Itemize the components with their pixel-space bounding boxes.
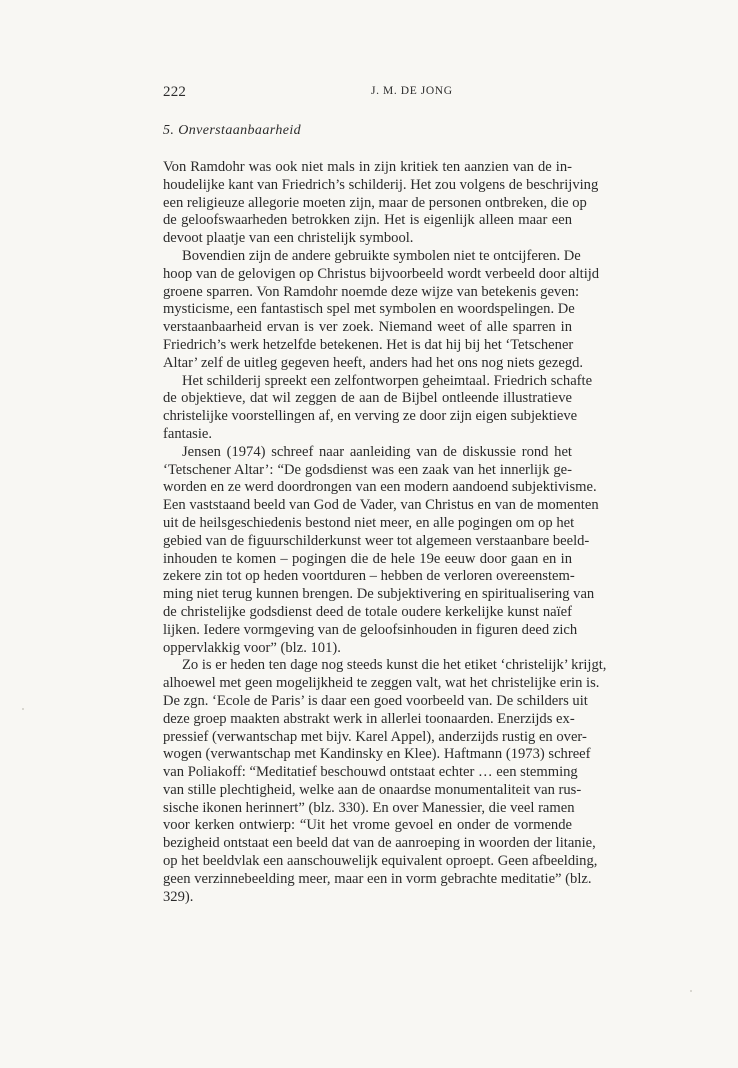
text-line: Het schilderij spreekt een zelfontworpen geheimtaal. Friedrich schafte xyxy=(182,372,593,389)
text-line: Friedrich’s werk hetzelfde betekenen. Het is dat hij bij het ‘Tetschener xyxy=(163,336,574,353)
section-heading: 5. Onverstaanbaarheid xyxy=(163,123,302,138)
text-line: devoot plaatje van een christelijk symbool. xyxy=(163,230,414,247)
text-line: mysticisme, een fantastisch spel met symbolen en woordspelingen. De xyxy=(163,301,575,318)
paragraph xyxy=(163,372,593,444)
text-line: uit de heilsgeschiedenis bestond niet meer, en alle pogingen om op het xyxy=(163,514,575,531)
text-line: De zgn. ‘Ecole de Paris’ is daar een goed voorbeeld van. De schilders uit xyxy=(163,692,588,709)
paragraph xyxy=(163,443,599,658)
text-line: ‘Tetschener Altar’: “De godsdienst was een zaak van het innerlijk ge- xyxy=(163,461,572,478)
text-line: deze groep maakten abstrakt werk in allerlei toonaarden. Enerzijds ex- xyxy=(163,710,575,727)
text-line: van stille plechtigheid, welke aan de onaardse monumentaliteit van rus- xyxy=(163,781,582,798)
text-line: hoop van de gelovigen op Christus bijvoorbeeld wordt verbeeld door altijd xyxy=(163,265,600,282)
text-line: voor kerken ontwierp: “Uit het vrome gevoel en onder de vormende xyxy=(163,817,572,834)
paper-speck xyxy=(22,708,24,710)
text-line: de geloofswaarheden betrokken zijn. Het is eigenlijk alleen maar een xyxy=(163,212,572,229)
text-line: groene sparren. Von Ramdohr noemde deze wijze van betekenis geven: xyxy=(163,283,580,300)
text-line: een religieuze allegorie moeten zijn, maar de personen ontbreken, die op xyxy=(163,194,587,211)
text-line: de objektieve, dat wil zeggen de aan de Bijbel ontleende illustratieve xyxy=(163,390,572,407)
text-line: Een vaststaand beeld van God de Vader, van Christus en van de momenten xyxy=(163,497,599,514)
text-line: wogen (verwantschap met Kandinsky en Klee). Haftmann (1973) schreef xyxy=(163,746,591,763)
text-line: bezigheid ontstaat een beeld dat van de aanroeping in woorden der litanie, xyxy=(163,835,596,852)
paragraph xyxy=(163,247,600,373)
page-number: 222 xyxy=(163,84,187,100)
body-text xyxy=(163,159,607,906)
text-line: Altar’ zelf de uitleg gegeven heeft, anders had het ons nog niets gezegd. xyxy=(163,354,584,371)
text-line: Von Ramdohr was ook niet mals in zijn kritiek ten aanzien van de in- xyxy=(163,159,572,175)
running-head-author: J. M. DE JONG xyxy=(371,85,453,97)
text-line: ming niet terug kunnen brengen. De subjektivering en spiritualisering van xyxy=(163,586,595,603)
text-line: alhoewel met geen mogelijkheid te zeggen valt, wat het christelijke erin is. xyxy=(163,675,600,692)
text-line: geen verzinnebeelding meer, maar een in vorm gebrachte meditatie” (blz. xyxy=(163,870,592,887)
text-line: Bovendien zijn de andere gebruikte symbolen niet te ontcijferen. De xyxy=(182,247,581,264)
text-line: zekere zin tot op heden voortduren – hebben de verloren overeenstem- xyxy=(163,568,575,585)
text-line: inhouden te komen – pogingen die de hele 19e eeuw door gaan en in xyxy=(163,550,572,567)
text-line: de christelijke godsdienst deed de totale oudere kerkelijke kunst naïef xyxy=(163,603,572,620)
text-line: pressief (verwantschap met bijv. Karel Appel), anderzijds rustig en over- xyxy=(163,728,587,745)
running-head xyxy=(163,84,573,106)
paragraph xyxy=(163,657,607,906)
paper-speck xyxy=(690,990,692,992)
text-line: 329). xyxy=(163,888,194,905)
text-line: lijken. Iedere vormgeving van de geloofsinhouden in figuren deed zich xyxy=(163,621,578,638)
text-line: Zo is er heden ten dage nog steeds kunst die het etiket ‘christelijk’ krijgt, xyxy=(182,657,607,674)
text-line: van Poliakoff: “Meditatief beschouwd ontstaat echter … een stemming xyxy=(163,764,578,781)
text-line: christelijke voorstellingen af, en verving ze door zijn eigen subjektieve xyxy=(163,408,578,425)
text-line: Jensen (1974) schreef naar aanleiding van de diskussie rond het xyxy=(182,443,572,460)
text-line: gebied van de figuurschilderkunst weer tot algemeen verstaanbare beeld- xyxy=(163,532,590,549)
text-line: houdelijke kant van Friedrich’s schilderij. Het zou volgens de beschrijving xyxy=(163,176,599,193)
text-line: oppervlakkig voor” (blz. 101). xyxy=(163,639,341,656)
text-line: verstaanbaarheid ervan is ver zoek. Niemand weet of alle sparren in xyxy=(163,319,572,336)
paragraph xyxy=(163,159,599,248)
text-line: fantasie. xyxy=(163,425,213,442)
text-line: op het beeldvlak een aanschouwelijk equivalent oproept. Geen afbeelding, xyxy=(163,853,598,870)
text-line: worden en ze werd doordrongen van een modern aandoend subjektivisme. xyxy=(163,479,597,496)
text-line: sische ikonen herinnert” (blz. 330). En over Manessier, die veel ramen xyxy=(163,799,575,816)
